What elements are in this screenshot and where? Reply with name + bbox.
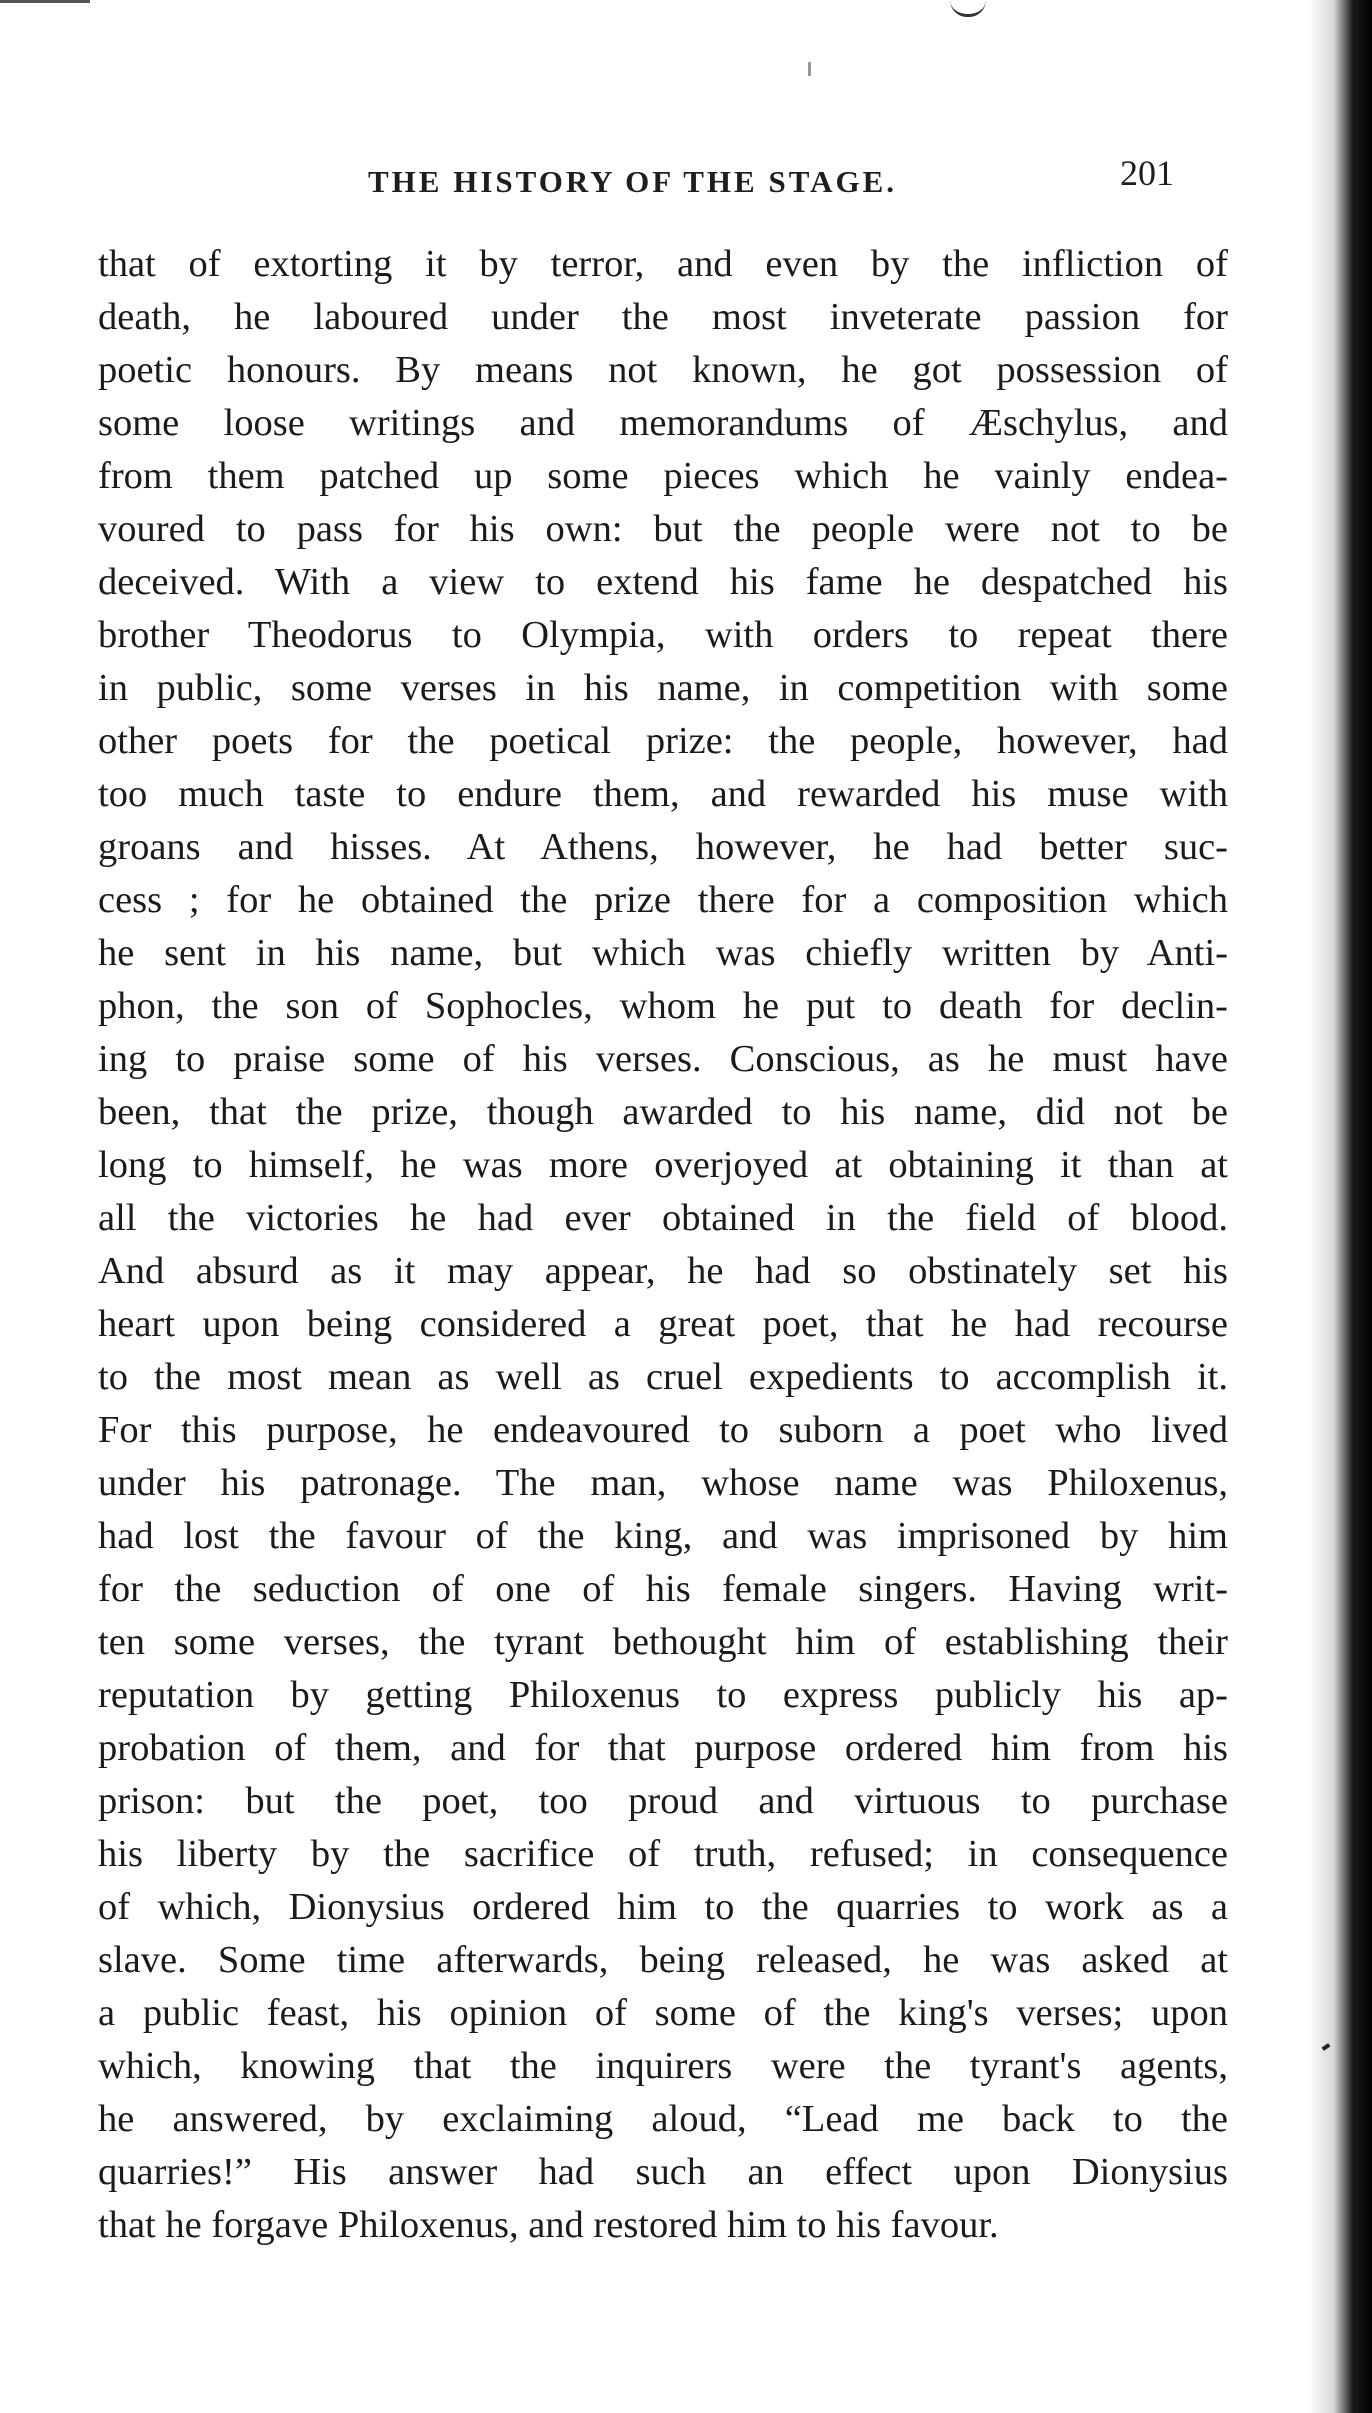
text-line: which, knowing that the inquirers were the tyrant's agents, — [98, 2045, 1228, 2087]
top-tick-mark — [808, 62, 811, 76]
text-line: that of extorting it by terror, and even by the infliction of — [98, 243, 1228, 285]
text-line: he answered, by exclaiming aloud, “Lead me back to the — [98, 2098, 1228, 2140]
body-text — [98, 238, 1228, 2252]
text-line: ing to praise some of his verses. Conscious, as he must have — [98, 1038, 1228, 1080]
text-line: he sent in his name, but which was chiefly written by Anti- — [98, 932, 1228, 974]
text-line: that he forgave Philoxenus, and restored him to his favour. — [98, 2204, 999, 2246]
text-line: groans and hisses. At Athens, however, he had better suc- — [98, 826, 1228, 868]
text-line: for the seduction of one of his female singers. Having writ- — [98, 1568, 1228, 1610]
text-line: under his patronage. The man, whose name was Philoxenus, — [98, 1462, 1228, 1504]
text-line: cess ; for he obtained the prize there for a composition which — [98, 879, 1228, 921]
top-ink-mark — [950, 0, 986, 17]
text-line: And absurd as it may appear, he had so obstinately set his — [98, 1250, 1228, 1292]
text-line: in public, some verses in his name, in competition with some — [98, 667, 1228, 709]
text-line: been, that the prize, though awarded to his name, did not be — [98, 1091, 1228, 1133]
text-line: phon, the son of Sophocles, whom he put to death for declin- — [98, 985, 1228, 1027]
text-line: heart upon being considered a great poet, that he had recourse — [98, 1303, 1228, 1345]
running-title: THE HISTORY OF THE STAGE. — [368, 164, 897, 199]
text-line: long to himself, he was more overjoyed at obtaining it than at — [98, 1144, 1228, 1186]
text-line: reputation by getting Philoxenus to express publicly his ap- — [98, 1674, 1228, 1716]
top-edge-rule — [0, 0, 90, 3]
text-line: had lost the favour of the king, and was imprisoned by him — [98, 1515, 1228, 1557]
text-line: to the most mean as well as cruel expedients to accomplish it. — [98, 1356, 1228, 1398]
text-line: deceived. With a view to extend his fame he despatched his — [98, 561, 1228, 603]
text-line: a public feast, his opinion of some of the king's verses; upon — [98, 1992, 1228, 2034]
text-line: too much taste to endure them, and rewarded his muse with — [98, 773, 1228, 815]
text-line: his liberty by the sacrifice of truth, refused; in consequence — [98, 1833, 1228, 1875]
text-line: brother Theodorus to Olympia, with orders to repeat there — [98, 614, 1228, 656]
text-line: poetic honours. By means not known, he got possession of — [98, 349, 1228, 391]
text-line: ten some verses, the tyrant bethought him of establishing their — [98, 1621, 1228, 1663]
page-edge-shadow — [1308, 0, 1372, 2413]
text-line: probation of them, and for that purpose ordered him from his — [98, 1727, 1228, 1769]
text-line: all the victories he had ever obtained in the field of blood. — [98, 1197, 1228, 1239]
text-line: from them patched up some pieces which he vainly endea- — [98, 455, 1228, 497]
text-line: quarries!” His answer had such an effect upon Dionysius — [98, 2151, 1228, 2193]
text-line: prison: but the poet, too proud and virtuous to purchase — [98, 1780, 1228, 1822]
running-head — [110, 153, 1190, 210]
page-number: 201 — [1120, 153, 1174, 193]
text-line: death, he laboured under the most inveterate passion for — [98, 296, 1228, 338]
text-line: some loose writings and memorandums of Æschylus, and — [98, 402, 1228, 444]
text-line: other poets for the poetical prize: the people, however, had — [98, 720, 1228, 762]
text-line: For this purpose, he endeavoured to suborn a poet who lived — [98, 1409, 1228, 1451]
text-line: voured to pass for his own: but the people were not to be — [98, 508, 1228, 550]
text-line: of which, Dionysius ordered him to the quarries to work as a — [98, 1886, 1228, 1928]
text-line: slave. Some time afterwards, being released, he was asked at — [98, 1939, 1228, 1981]
